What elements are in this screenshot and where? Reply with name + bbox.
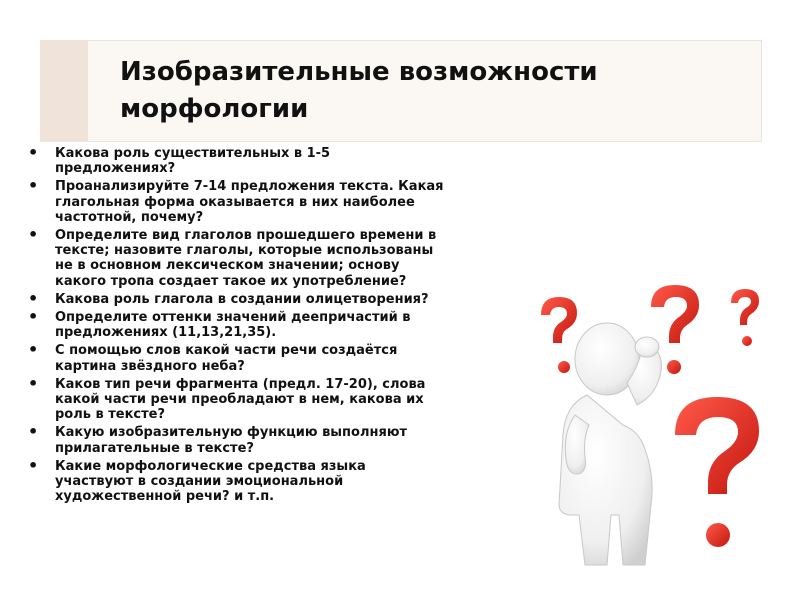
question-text: Какую изобразительную функцию выполняют прилагательные в тексте? — [55, 425, 407, 456]
question-text: Определите оттенки значений деепричастий в предложениях (11,13,21,35). — [55, 310, 411, 341]
slide-title: Изобразительные возможности морфологии — [120, 57, 598, 124]
bullet-icon: • — [28, 455, 39, 475]
thinking-figure-with-question-marks-icon — [525, 255, 785, 575]
question-text: Какие морфологические средства языка участвуют в создании эмоциональной художественной речи? и т.п. — [55, 458, 366, 505]
question-text: Каков тип речи фрагмента (предл. 17-20), слова какой части речи преобладают в нем, какова их роль в тексте? — [55, 376, 426, 423]
question-item — [24, 373, 524, 423]
bullet-icon: • — [28, 307, 39, 327]
bullet-icon: • — [28, 225, 39, 245]
question-list — [24, 143, 524, 507]
question-item — [24, 143, 524, 177]
bullet-icon: • — [28, 340, 39, 360]
question-item — [24, 225, 524, 289]
question-text: Проанализируйте 7-14 предложения текста. Какая глагольная форма оказывается в них наиболее частотной, почему? — [55, 179, 444, 225]
question-item — [24, 455, 524, 505]
bullet-icon: • — [28, 176, 39, 196]
bullet-icon: • — [28, 373, 39, 393]
question-item — [24, 176, 524, 225]
question-text: Какова роль глагола в создании олицетворения? — [55, 291, 429, 307]
title-accent-bar — [40, 40, 88, 142]
question-text: С помощью слов какой части речи создаётся картина звёздного неба? — [55, 343, 398, 374]
question-item — [24, 288, 524, 308]
question-item — [24, 422, 524, 456]
bullet-icon: • — [28, 288, 39, 308]
bullet-icon: • — [28, 422, 39, 442]
thinking-figure — [559, 323, 661, 565]
question-item — [24, 340, 524, 374]
question-text: Определите вид глаголов прошедшего времени в тексте; назовите глаголы, которые использованы не в основном лексическом значении; основу какого тропа создает такое их употребление? — [55, 228, 437, 289]
question-item — [24, 307, 524, 341]
question-text: Какова роль существительных в 1-5 предложениях? — [55, 146, 331, 177]
bullet-icon: • — [28, 143, 39, 162]
